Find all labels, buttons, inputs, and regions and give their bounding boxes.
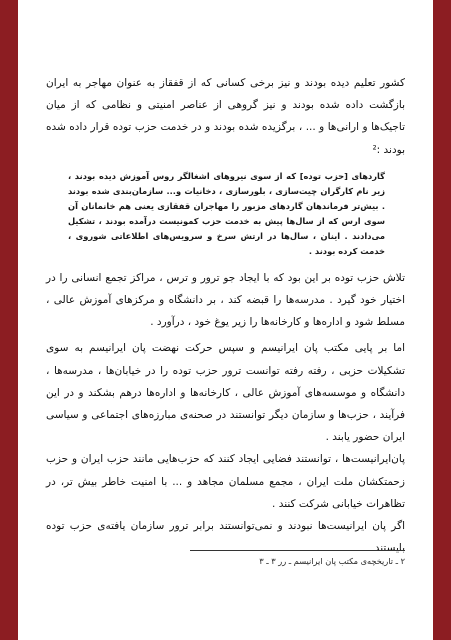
block-quote: گاردهای [حزب توده] که از سوی نیروهای اشغالگر روس آموزش دیده بودند ، زیر نام کارگران چیت‌سازی ، بلورسازی ، دخانیات و... سازمان‌بندی شده بودند . بیش‌تر فرماندهان گاردهای مزبور را مهاجران قفقازی یعنی هم خانمانان آن سوی ارس که از سال‌ها پیش به خدمت حزب کمونیست درآمده بودند ، تشکیل می‌دادند . اینان ، سال‌ها در ارتش سرخ و سرویس‌های اطلاعاتی شوروی ، خدمت کرده بودند . (68, 170, 385, 256)
paragraph-3: اما بر پایی مکتب پان ایرانیسم و سپس حرکت نهضت پان ایرانیسم به سوی تشکیلات حزبی ، رفته رفته توانست ترور حزب توده را در خیابان‌ها ، مدرسه‌ها ، دانشگاه و موسسه‌های آموزش عالی ، کارخانه‌ها و اداره‌ها درهم بشکند و در این فرآیند ، حزب‌ها و سازمان دیگر توانستند در صحنه‌ی مبارزه‌های اجتماعی و سیاسی ایران حضور یابند . (46, 342, 405, 444)
paragraph-1: کشور تعلیم دیده بودند و نیز برخی کسانی که از قفقاز به عنوان مهاجر به ایران بازگشت داده شده بودند و نیز گروهی از عناصر امنیتی و نظامی که از میان تاجیک‌ها و ارانی‌ها و ... ، برگزیده شده بودند و در خدمت حزب توده قرار داده شده بودند :² (46, 77, 405, 156)
paragraph-4: پان‌ایرانیست‌ها ، توانستند فضایی ایجاد کنند که حزب‌هایی مانند حزب ایران و حزب زحمتکشان ملت ایران ، مجمع مسلمان مجاهد و ... با امنیت خاطر بیش تر، در تظاهرات خیابانی شرکت کنند . (46, 453, 405, 510)
footnote: ٢ ـ تاریخچه‌ی مکتب پان ایرانیسم ـ رر ٣ ـ ٣ (259, 556, 405, 566)
paragraph-2: تلاش حزب توده بر این بود که با ایجاد جو ترور و ترس ، مراکز تجمع انسانی را در اختیار خود گیرد . مدرسه‌ها را قبضه کند ، بر دانشگاه و مرکزهای آموزش عالی ، مسلط شود و اداره‌ها و کارخانه‌ها را زیر یوغ خود ، درآورد . (46, 271, 405, 329)
paragraph-5: اگر پان ایرانیست‌ها نبودند و نمی‌توانستند برابر ترور سازمان یافته‌ی حزب توده بایستند (46, 520, 405, 555)
page-body (46, 72, 405, 559)
document-page (18, 0, 433, 640)
footnote-divider (190, 550, 405, 551)
